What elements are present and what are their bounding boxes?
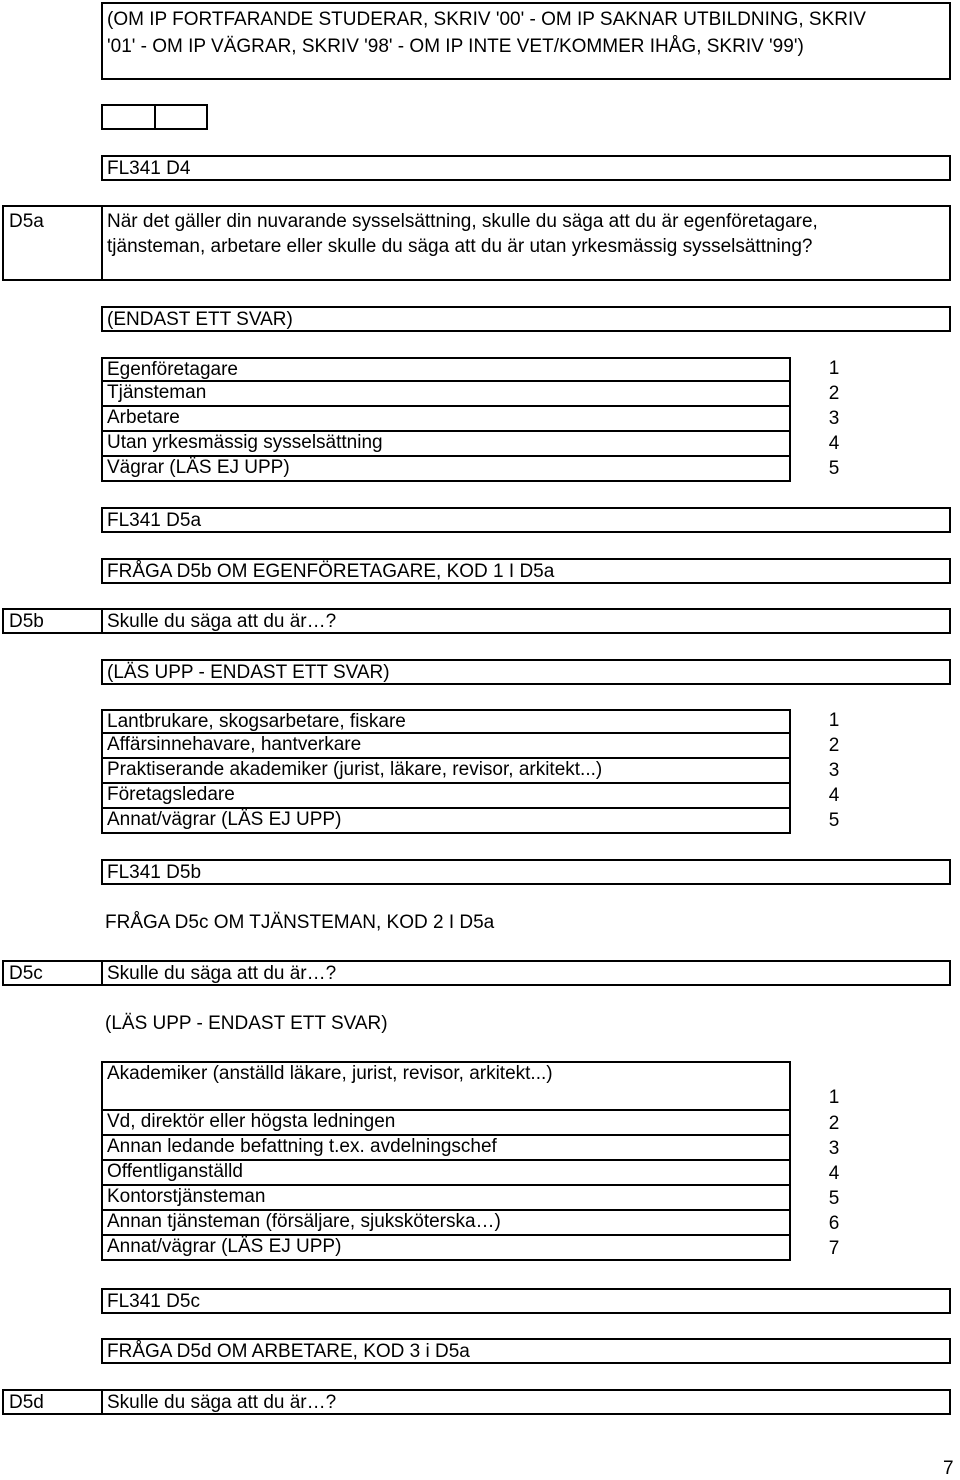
field-label-box — [101, 155, 951, 181]
answer-code: 2 — [828, 1113, 840, 1134]
field-label-box — [101, 1288, 951, 1314]
question-d5a-line1: När det gäller din nuvarande sysselsättning, skulle du säga att du är egenföretagare, — [107, 211, 818, 232]
question-id-d5a: D5a — [9, 211, 44, 232]
filter-d5d: FRÅGA D5d OM ARBETARE, KOD 3 i D5a — [107, 1341, 470, 1362]
question-id-box — [2, 1389, 103, 1415]
page-number: 7 — [943, 1458, 954, 1479]
instruction-header-line1: (OM IP FORTFARANDE STUDERAR, SKRIV '00' - OM IP SAKNAR UTBILDNING, SKRIV — [107, 9, 866, 30]
answer-code: 4 — [828, 433, 840, 454]
filter-d5b: FRÅGA D5b OM EGENFÖRETAGARE, KOD 1 I D5a — [107, 561, 555, 582]
answer-code: 2 — [828, 383, 840, 404]
field-label-d5c: FL341 D5c — [107, 1291, 200, 1312]
filter-box — [101, 558, 951, 584]
question-id-box — [2, 608, 103, 634]
code-entry-box-1[interactable] — [101, 104, 156, 130]
answer-option[interactable] — [101, 1161, 791, 1186]
answer-option[interactable] — [101, 709, 791, 734]
question-d5b: Skulle du säga att du är…? — [107, 611, 337, 632]
answer-label: Praktiserande akademiker (jurist, läkare, revisor, arkitekt...) — [107, 759, 603, 780]
answer-label: Annat/vägrar (LÄS EJ UPP) — [107, 809, 342, 830]
instruction-d5a: (ENDAST ETT SVAR) — [107, 309, 293, 330]
answer-option[interactable] — [101, 1186, 791, 1211]
filter-d5c: FRÅGA D5c OM TJÄNSTEMAN, KOD 2 I D5a — [105, 912, 495, 933]
answer-option[interactable] — [101, 759, 791, 784]
question-text-box — [101, 960, 951, 986]
answer-option[interactable] — [101, 357, 791, 382]
field-label-d5a: FL341 D5a — [107, 510, 202, 531]
question-id-d5d: D5d — [9, 1392, 44, 1413]
field-label-d4: FL341 D4 — [107, 158, 191, 179]
answer-code: 3 — [828, 408, 840, 429]
instruction-header-line2: '01' - OM IP VÄGRAR, SKRIV '98' - OM IP INTE VET/KOMMER IHÅG, SKRIV '99') — [107, 36, 804, 57]
answer-label: Vägrar (LÄS EJ UPP) — [107, 457, 290, 478]
answer-code: 3 — [828, 1138, 840, 1159]
answer-code: 6 — [828, 1213, 840, 1234]
question-text-box — [101, 608, 951, 634]
answer-label: Affärsinnehavare, hantverkare — [107, 734, 362, 755]
answer-option[interactable] — [101, 1061, 791, 1111]
answer-code: 5 — [828, 1188, 840, 1209]
answer-code: 5 — [828, 458, 840, 479]
field-label-box — [101, 507, 951, 533]
answer-label: Annan tjänsteman (försäljare, sjuksköterska…) — [107, 1211, 501, 1232]
instruction-d5b: (LÄS UPP - ENDAST ETT SVAR) — [107, 662, 390, 683]
answer-label: Företagsledare — [107, 784, 235, 805]
answer-label: Offentliganställd — [107, 1161, 243, 1182]
instruction-d5c: (LÄS UPP - ENDAST ETT SVAR) — [105, 1013, 388, 1034]
answer-label: Akademiker (anställd läkare, jurist, revisor, arkitekt...) — [107, 1063, 553, 1084]
answer-label: Arbetare — [107, 407, 180, 428]
code-entry-box-2[interactable] — [154, 104, 208, 130]
answer-code: 1 — [828, 710, 840, 731]
answer-code: 7 — [828, 1238, 840, 1259]
answer-code: 5 — [828, 810, 840, 831]
answer-option[interactable] — [101, 1236, 791, 1261]
answer-code: 4 — [828, 785, 840, 806]
question-id-box — [2, 960, 103, 986]
instruction-header-box — [101, 2, 951, 80]
answer-label: Egenföretagare — [107, 359, 238, 380]
answer-label: Annan ledande befattning t.ex. avdelningschef — [107, 1136, 497, 1157]
field-label-box — [101, 859, 951, 885]
answer-label: Utan yrkesmässig sysselsättning — [107, 432, 383, 453]
answer-label: Annat/vägrar (LÄS EJ UPP) — [107, 1236, 342, 1257]
question-d5a-line2: tjänsteman, arbetare eller skulle du säga att du är utan yrkesmässig sysselsättning? — [107, 236, 813, 257]
question-id-d5c: D5c — [9, 963, 43, 984]
instruction-box — [101, 306, 951, 332]
answer-code: 4 — [828, 1163, 840, 1184]
question-text-box — [101, 1389, 951, 1415]
answer-option[interactable] — [101, 734, 791, 759]
answer-option[interactable] — [101, 407, 791, 432]
answer-code: 3 — [828, 760, 840, 781]
answer-option[interactable] — [101, 1111, 791, 1136]
answer-option[interactable] — [101, 1211, 791, 1236]
answer-code: 1 — [828, 358, 840, 379]
answer-label: Tjänsteman — [107, 382, 207, 403]
question-id-box — [2, 205, 103, 281]
question-id-d5b: D5b — [9, 611, 44, 632]
answer-code: 2 — [828, 735, 840, 756]
answer-code: 1 — [828, 1087, 840, 1108]
question-d5d: Skulle du säga att du är…? — [107, 1392, 337, 1413]
question-text-box — [101, 205, 951, 281]
answer-option[interactable] — [101, 784, 791, 809]
answer-label: Lantbrukare, skogsarbetare, fiskare — [107, 711, 406, 732]
answer-option[interactable] — [101, 382, 791, 407]
answer-option[interactable] — [101, 457, 791, 482]
question-d5c: Skulle du säga att du är…? — [107, 963, 337, 984]
answer-option[interactable] — [101, 1136, 791, 1161]
filter-box — [101, 1338, 951, 1364]
answer-option[interactable] — [101, 432, 791, 457]
answer-label: Vd, direktör eller högsta ledningen — [107, 1111, 396, 1132]
field-label-d5b: FL341 D5b — [107, 862, 202, 883]
answer-option[interactable] — [101, 809, 791, 834]
instruction-box — [101, 659, 951, 685]
answer-label: Kontorstjänsteman — [107, 1186, 266, 1207]
